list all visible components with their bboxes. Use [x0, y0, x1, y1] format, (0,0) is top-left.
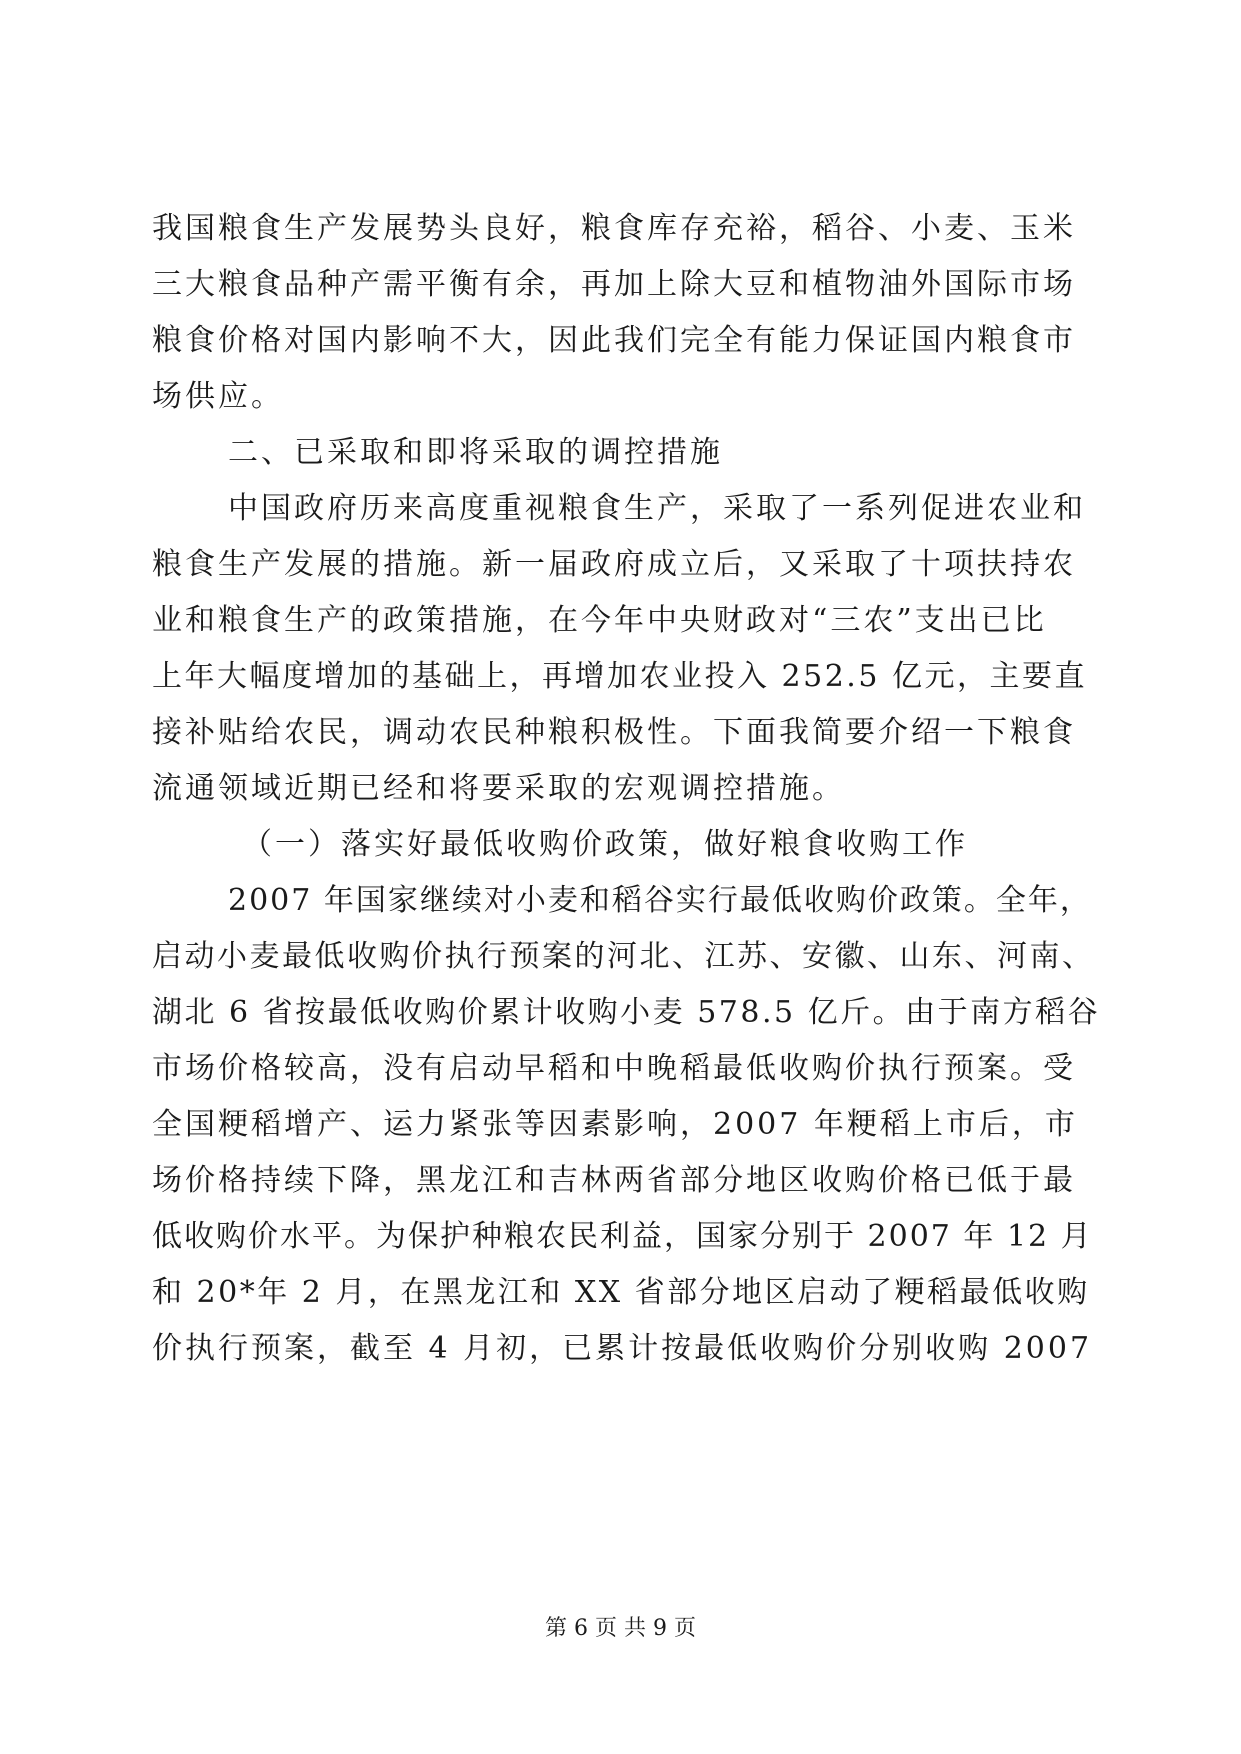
body-line-21: 价执行预案，截至 4 月初，已累计按最低收购价分别收购 2007	[152, 1331, 1093, 1366]
subsection-heading: （一）落实好最低收购价政策，做好粮食收购工作	[242, 827, 968, 862]
body-line-6: 中国政府历来高度重视粮食生产，采取了一系列促进农业和	[228, 491, 1086, 526]
body-line-1: 我国粮食生产发展势头良好，粮食库存充裕，稻谷、小麦、玉米	[152, 211, 1076, 246]
body-line-7: 粮食生产发展的措施。新一届政府成立后，又采取了十项扶持农	[152, 547, 1076, 582]
body-line-3: 粮食价格对国内影响不大，因此我们完全有能力保证国内粮食市	[152, 323, 1076, 358]
body-line-10: 接补贴给农民，调动农民种粮积极性。下面我简要介绍一下粮食	[152, 715, 1076, 750]
body-line-18: 场价格持续下降，黑龙江和吉林两省部分地区收购价格已低于最	[152, 1163, 1076, 1198]
body-line-19: 低收购价水平。为保护种粮农民利益，国家分别于 2007 年 12 月	[152, 1219, 1093, 1254]
section-heading: 二、已采取和即将采取的调控措施	[228, 435, 723, 470]
body-line-8: 业和粮食生产的政策措施，在今年中央财政对“三农”支出已比	[152, 603, 1047, 638]
body-line-17: 全国粳稻增产、运力紧张等因素影响，2007 年粳稻上市后，市	[152, 1107, 1078, 1142]
body-line-16: 市场价格较高，没有启动早稻和中晚稻最低收购价执行预案。受	[152, 1051, 1076, 1086]
body-line-14: 启动小麦最低收购价执行预案的河北、江苏、安徽、山东、河南、	[152, 939, 1095, 974]
body-line-9: 上年大幅度增加的基础上，再增加农业投入 252.5 亿元，主要直	[152, 659, 1087, 694]
body-line-20: 和 20*年 2 月，在黑龙江和 XX 省部分地区启动了粳稻最低收购	[152, 1275, 1090, 1310]
body-line-15: 湖北 6 省按最低收购价累计收购小麦 578.5 亿斤。由于南方稻谷	[152, 995, 1101, 1030]
body-line-2: 三大粮食品种产需平衡有余，再加上除大豆和植物油外国际市场	[152, 267, 1076, 302]
body-line-4: 场供应。	[152, 379, 284, 414]
page-footer: 第 6 页 共 9 页	[545, 1616, 696, 1641]
body-line-13: 2007 年国家继续对小麦和稻谷实行最低收购价政策。全年，	[228, 883, 1092, 918]
body-line-11: 流通领域近期已经和将要采取的宏观调控措施。	[152, 771, 845, 806]
